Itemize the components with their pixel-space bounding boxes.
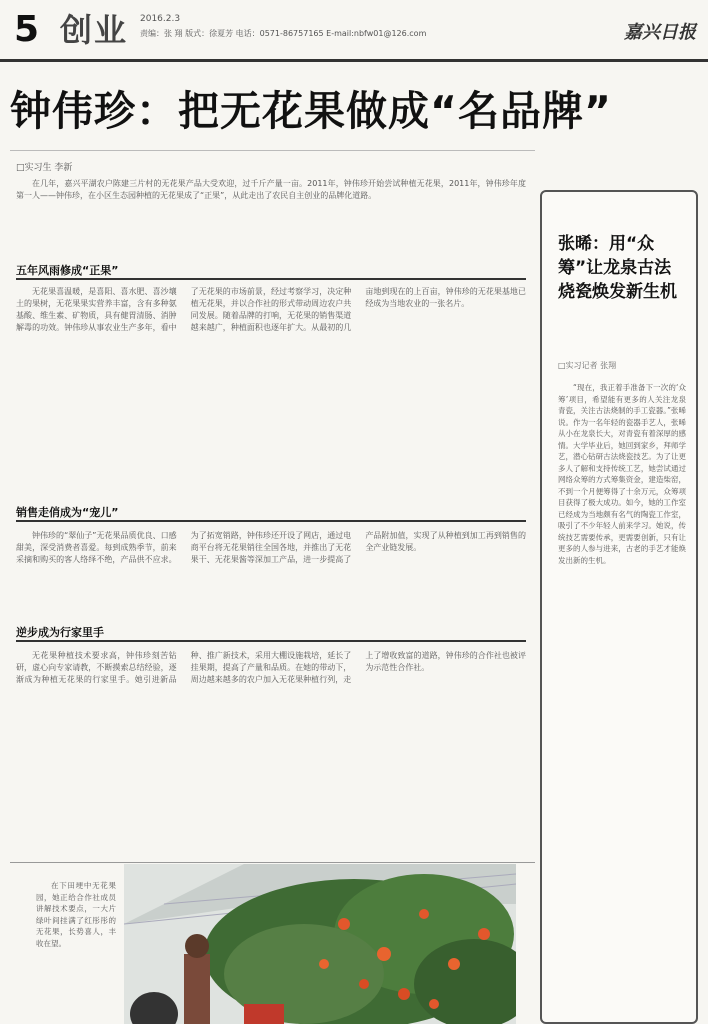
article-intro <box>16 178 526 250</box>
section3-heading: 逆步成为行家里手 <box>16 626 104 639</box>
fig-orchard-photo <box>124 864 516 1024</box>
section3-rule <box>16 640 526 642</box>
newspaper-logo: 嘉兴日报 <box>624 22 696 43</box>
section-title: 创业 <box>60 11 129 49</box>
section2-heading: 销售走俏成为“宠儿” <box>16 506 119 519</box>
page-number: 5 <box>14 9 40 50</box>
section1-body <box>16 286 526 496</box>
section2-body <box>16 530 526 622</box>
sidebar-text: “现在，我正着手准备下一次的‘众筹’项目，希望能有更多的人关注龙泉青瓷，关注古法烧制的手工瓷器。”张晞说。作为一名年轻的瓷器手艺人，张晞从小在龙泉长大，对青瓷有着深厚的感情。大学毕业后，她回到家乡，拜师学艺，潜心钻研古法烧瓷技艺。为了让更多人了解和支持传统工艺，她尝试通过网络众筹的方式筹集资金，建造柴窑，不到一个月便筹得了十余万元，众筹项目获得了极大成功。如今，她的工作室已经成为当地颇有名气的陶瓷工作室，吸引了不少年轻人前来学习。她说，传统技艺需要传承，更需要创新，只有让更多的人参与进来，古老的手艺才能焕发出新的生机。 <box>558 383 686 565</box>
section1-heading: 五年风雨修成“正果” <box>16 264 119 277</box>
article-headline: 钟伟珍：把无花果做成“名品牌” <box>10 87 612 135</box>
sidebar-body <box>558 382 686 1022</box>
caption-text: 在下田埂中无花果园，她正给合作社成员讲解技术要点，一大片绿叶间挂满了红彤彤的无花果，长势喜人，丰收在望。 <box>36 881 116 948</box>
masthead <box>0 0 708 62</box>
orchard-photo-svg <box>124 864 516 1024</box>
photo-caption <box>36 880 116 1020</box>
section2-rule <box>16 520 526 522</box>
divider <box>10 150 535 151</box>
section3-text: 无花果种植技术要求高，钟伟珍刻苦钻研，虚心向专家请教，不断摸索总结经验，逐渐成为种植无花果的行家里手。她引进新品种、推广新技术，采用大棚设施栽培，延长了挂果期，提高了产量和品质。在她的带动下，周边越来越多的农户加入无花果种植行列，走上了增收致富的道路，钟伟珍的合作社也被评为示范性合作社。 <box>16 651 526 684</box>
section1-text: 无花果喜温暖，是喜阳、喜水肥、喜沙壤土的果树，无花果果实营养丰富，含有多种氨基酸、维生素、矿物质，具有健胃清肠、消肿解毒的功效。钟伟珍从事农业生产多年，看中了无花果的市场前景，经过考察学习，决定种植无花果，并以合作社的形式带动周边农户共同发展。随着品牌的打响，无花果的销售渠道越来越广，种植面积也逐年扩大。从最初的几亩地到现在的上百亩，钟伟珍的无花果基地已经成为当地农业的一张名片。 <box>16 287 526 332</box>
issue-date: 2016.2.3 <box>140 14 181 24</box>
sidebar-byline: □实习记者 张翔 <box>558 361 617 370</box>
intro-text: 在几年，嘉兴平湖农户陈建三片村的无花果产品大受欢迎，过千斤产量一亩。2011年，钟伟珍开始尝试种植无花果，2011年，钟伟珍年度第一人——钟伟珍，在小区生态园种植的无花果成了“正果”，从此走出了农民自主创业的品牌化道路。 <box>16 179 526 200</box>
article-byline: □实习生 李新 <box>16 163 73 173</box>
section1-rule <box>16 278 526 280</box>
sidebar-headline: 张晞：用“众筹”让龙泉古法烧瓷焕发新生机 <box>558 234 677 302</box>
editor-contact: 责编：张 翔 版式：徐夏芳 电话：0571-86757165 E-mail:nbfw01@126.com <box>140 29 427 38</box>
section2-text: 钟伟珍的“翠仙子”无花果品质优良、口感甜美，深受消费者喜爱。每到成熟季节，前来采摘和购买的客人络绎不绝，产品供不应求。为了拓宽销路，钟伟珍还开设了网店，通过电商平台将无花果销往全国各地，并推出了无花果干、无花果酱等深加工产品，进一步提高了产品附加值，实现了从种植到加工再到销售的全产业链发展。 <box>16 531 526 564</box>
section3-body <box>16 650 526 850</box>
sidebar-story <box>540 190 698 1024</box>
